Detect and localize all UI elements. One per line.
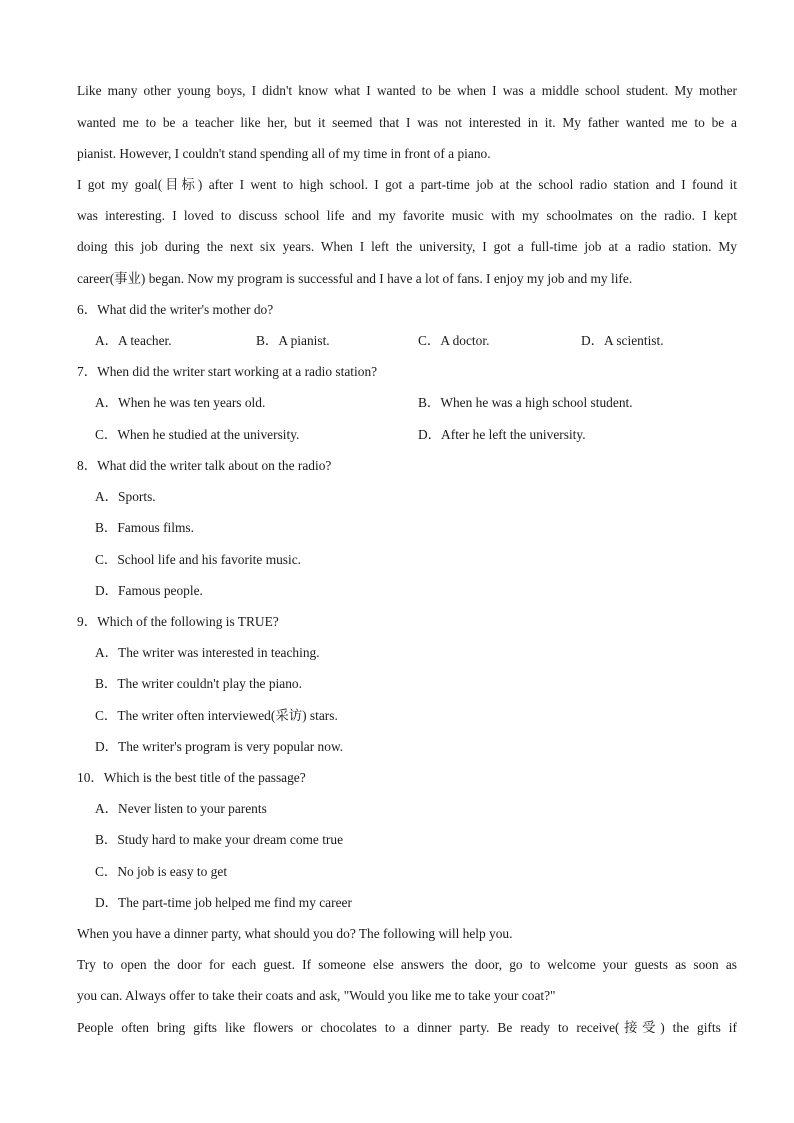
passage1-line-3: pianist. However, I couldn't stand spending all of my time in front of a piano. (77, 146, 491, 161)
question-9-option-b: B．The writer couldn't play the piano. (95, 676, 302, 691)
passage1-line-2: wanted me to be a teacher like her, but it seemed that I was not interested in it. My father wanted me to be a (77, 115, 737, 130)
question-6-option-b: B．A pianist. (256, 333, 330, 348)
question-10-option-a: A．Never listen to your parents (95, 801, 267, 816)
question-8-option-b: B．Famous films. (95, 520, 194, 535)
question-10-option-c: C．No job is easy to get (95, 864, 228, 879)
question-10-option-d: D．The part-time job helped me find my career (95, 895, 352, 910)
question-7-option-b: B．When he was a high school student. (418, 395, 633, 410)
question-9-option-c: C．The writer often interviewed(采访) stars. (95, 708, 338, 723)
question-10-stem: 10．Which is the best title of the passage? (77, 770, 306, 785)
question-6-option-a: A．A teacher. (95, 333, 172, 348)
question-6-option-c: C．A doctor. (418, 333, 490, 348)
passage1-line-7: career(事业) began. Now my program is successful and I have a lot of fans. I enjoy my job and my life. (77, 271, 633, 286)
passage2-line-2: Try to open the door for each guest. If someone else answers the door, go to welcome your guests as soon as (77, 957, 737, 972)
question-7-stem: 7．When did the writer start working at a radio station? (77, 364, 378, 379)
question-9-option-d: D．The writer's program is very popular now. (95, 739, 344, 754)
passage2-line-1: When you have a dinner party, what should you do? The following will help you. (77, 926, 513, 941)
passage1-line-6: doing this job during the next six years. When I left the university, I got a full-time job at a radio station. My (77, 239, 737, 254)
passage1-line-1: Like many other young boys, I didn't know what I wanted to be when I was a middle school student. My mother (77, 83, 737, 98)
question-9-option-a: A．The writer was interested in teaching. (95, 645, 320, 660)
passage2-line-3: you can. Always offer to take their coats and ask, "Would you like me to take your coat?" (77, 988, 556, 1003)
passage1-line-5: was interesting. I loved to discuss school life and my favorite music with my schoolmates on the radio. I kept (77, 208, 737, 223)
question-7-option-c: C．When he studied at the university. (95, 427, 300, 442)
question-7-option-a: A．When he was ten years old. (95, 395, 266, 410)
question-8-option-c: C．School life and his favorite music. (95, 552, 302, 567)
question-10-option-b: B．Study hard to make your dream come true (95, 832, 344, 847)
question-6-stem: 6．What did the writer's mother do? (77, 302, 274, 317)
question-6-option-d: D．A scientist. (581, 333, 664, 348)
passage1-line-4: I got my goal(目标) after I went to high school. I got a part-time job at the school radio station and I found it (77, 177, 737, 192)
question-9-stem: 9．Which of the following is TRUE? (77, 614, 279, 629)
question-8-stem: 8．What did the writer talk about on the radio? (77, 458, 332, 473)
question-8-option-d: D．Famous people. (95, 583, 203, 598)
question-8-option-a: A．Sports. (95, 489, 156, 504)
question-7-option-d: D．After he left the university. (418, 427, 586, 442)
passage2-line-4: People often bring gifts like flowers or chocolates to a dinner party. Be ready to receive(接受) the gifts if (77, 1020, 737, 1035)
